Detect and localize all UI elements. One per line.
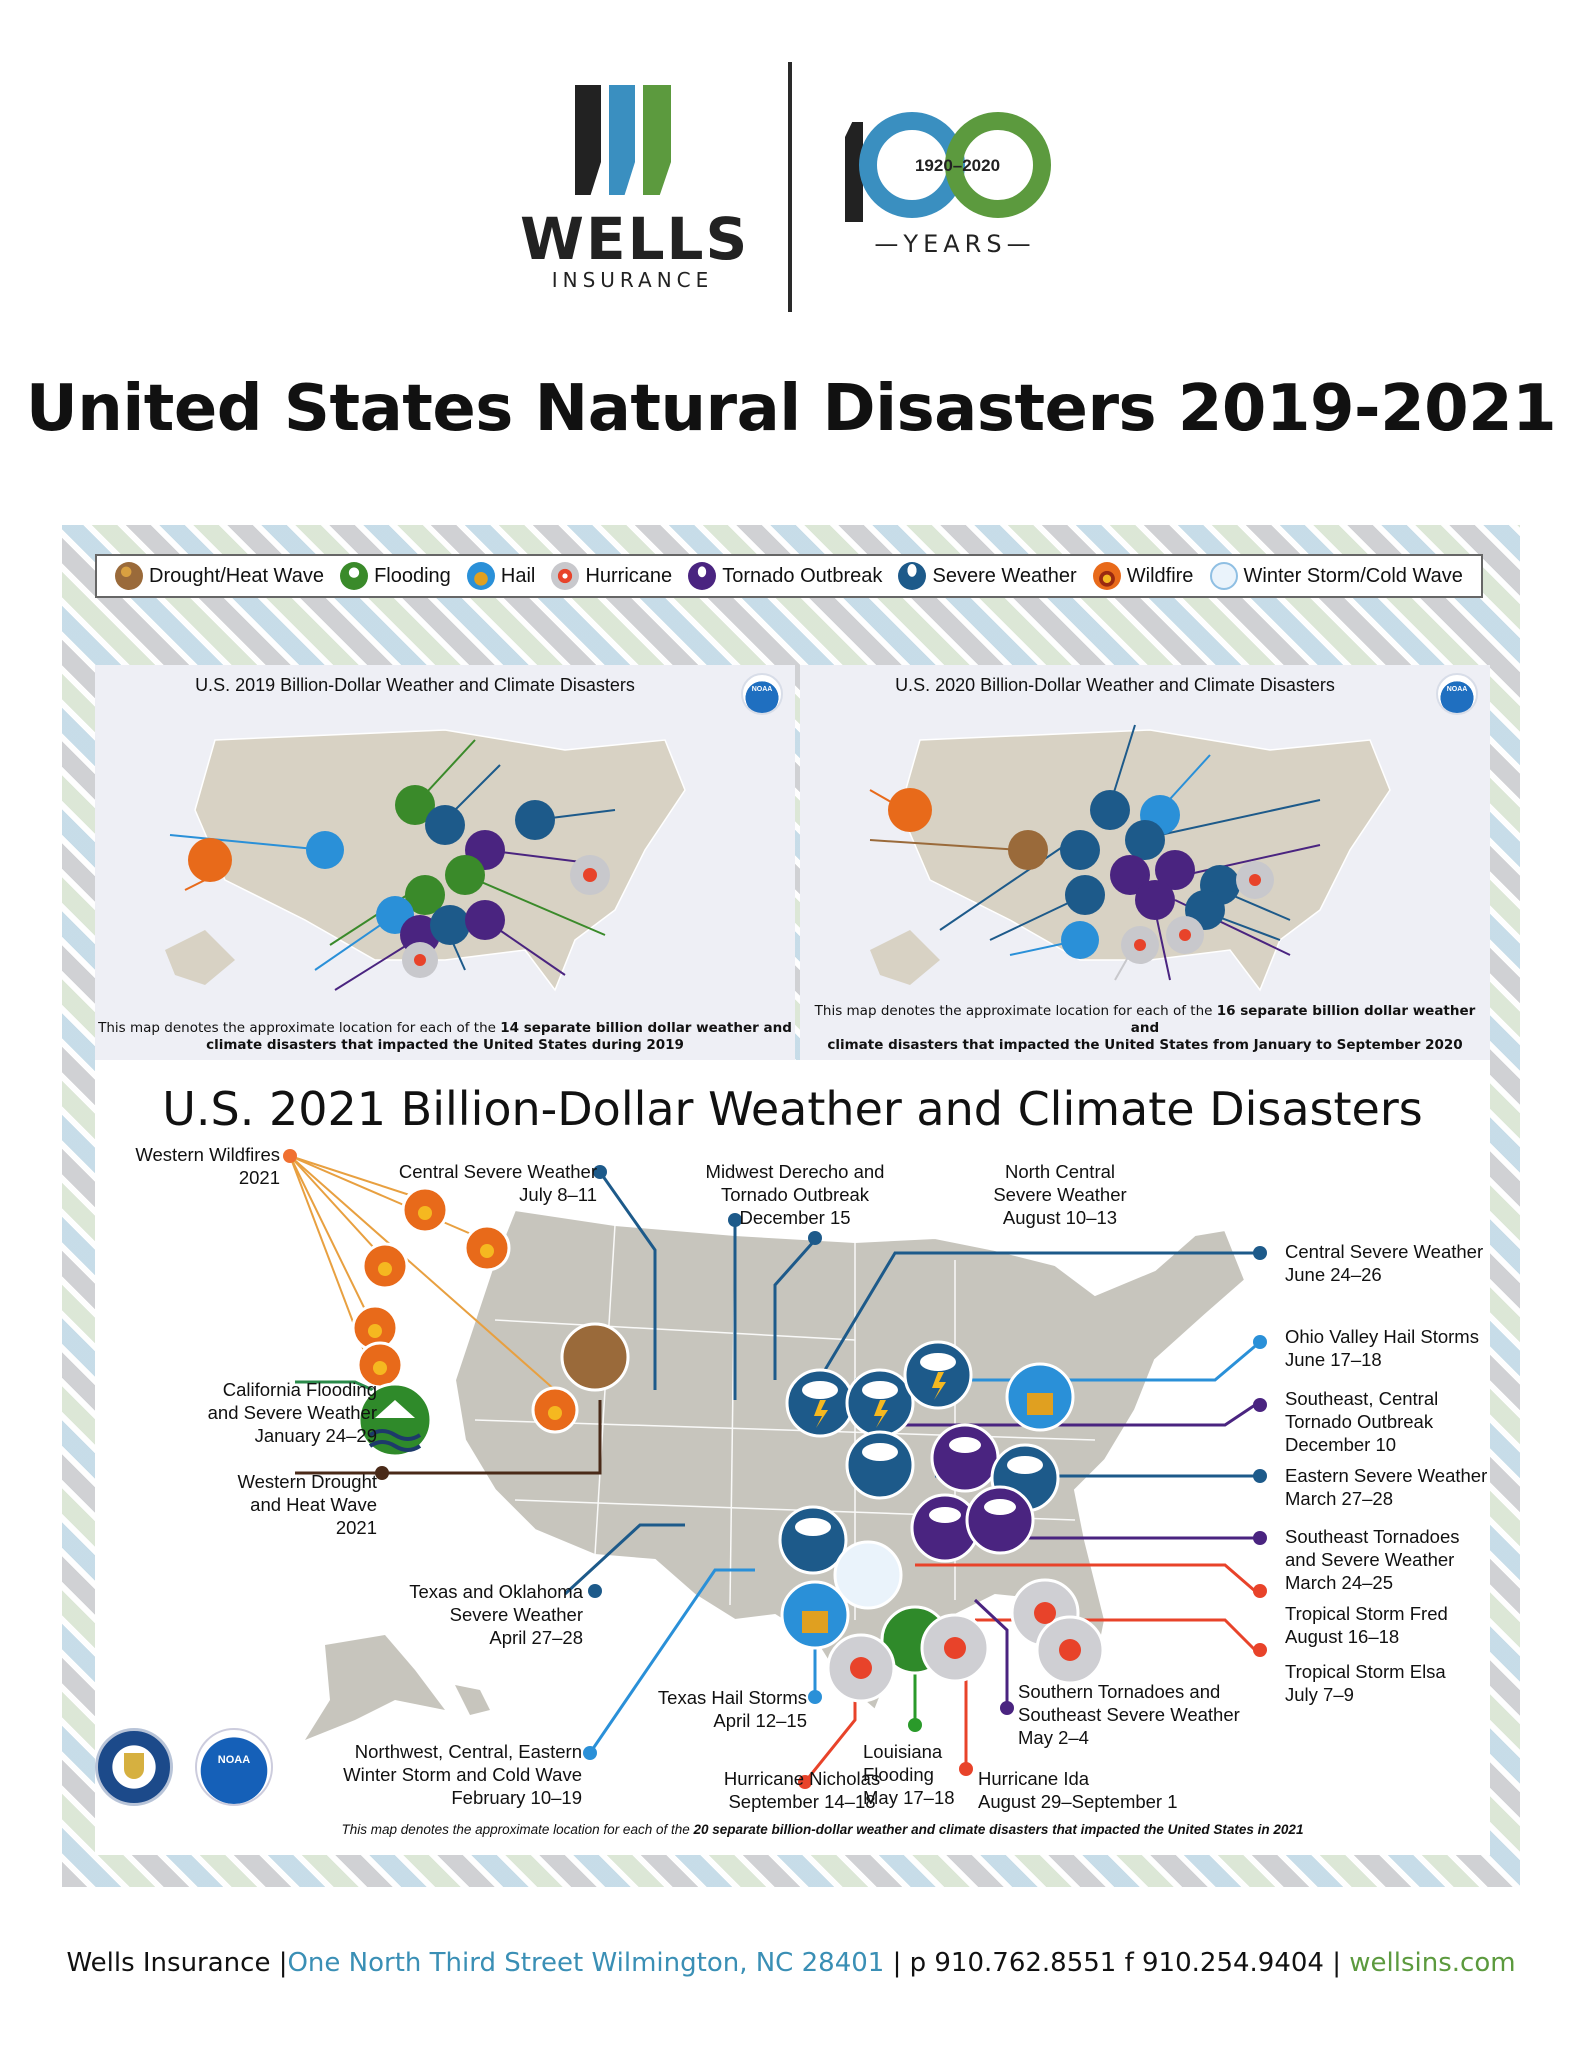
label-winter-storm: Northwest, Central, Eastern Winter Storm and Cold Wave February 10–19 [343,1741,582,1808]
noaa-logo-icon [1436,673,1478,715]
label-central-severe-july: Central Severe Weather July 8–11 [398,1161,597,1205]
legend-item-wildfire: Wildfire [1093,562,1194,590]
footer-address: One North Third Street Wilmington, NC 28401 [287,1948,885,1978]
label-southeast-tornadoes: Southeast Tornadoes and Severe Weather March 24–25 [1285,1526,1460,1593]
legend-item-tornado: Tornado Outbreak [688,562,882,590]
label-hurricane-ida: Hurricane Ida August 29–September 1 [978,1768,1178,1812]
legend-item-hurricane: Hurricane [551,562,672,590]
map-2019-panel [95,665,795,1060]
brand-name: WELLS [520,205,750,273]
wildfire-icon [1093,562,1121,590]
100-years-logo [845,112,1065,262]
hail-icon [467,562,495,590]
footer-company: Wells Insurance | [66,1948,288,1978]
label-central-severe-june: Central Severe Weather June 24–26 [1285,1241,1484,1285]
noaa-logo-icon [195,1728,273,1806]
us-map-2019 [145,710,695,1000]
map-2021-panel: U.S. 2021 Billion-Dollar Weather and Climate Disasters Western Wildfires 2021 Central Severe Weather July 8–11 Midwest Derecho and Tornado Outbreak December 15 North Central Severe Weather August 10–13 Central Severe Weather June 24–26 Ohio Valley Hail Storms June 17–18 Southeast, Central Tornado Outbreak December 10 Eastern Severe Weather March 27–28 Southeast Tornadoes and Severe Weather March 24–25 Tropical Storm Fred August 16–18 Tropical Storm Elsa July 7–9 California Flooding and Severe Weather January 24–29 Western Drought and Heat Wave 2021 Texas and Oklahoma Severe Weather April 27–28 Northwest, Central, Eastern Winter Storm and Cold Wave February 10–19 Texas Hail Storms April 12–15 Hurricane Nicholas September 14–18 Louisiana Flooding May 17–18 Hurricane Ida August 29–September 1 Southern Tornadoes and Southeast Severe Weather May 2–4 NOAA This map denotes the approximate location for each of the 20 separate billion-dollar weather and climate disasters that impacted the United States in 2021 [95,1060,1490,1855]
map-2020-title: U.S. 2020 Billion-Dollar Weather and Climate Disasters [895,675,1335,695]
page-title: United States Natural Disasters 2019-2021 [25,372,1557,446]
legend-item-flooding: Flooding [340,562,451,590]
map-2021-title: U.S. 2021 Billion-Dollar Weather and Climate Disasters [162,1082,1423,1136]
label-western-wildfires: Western Wildfires 2021 [135,1144,280,1188]
footer-phones: | p 910.762.8551 f 910.254.9404 | [884,1948,1350,1978]
label-texas-oklahoma: Texas and Oklahoma Severe Weather April 27–28 [409,1581,583,1648]
label-southeast-central-tornado: Southeast, Central Tornado Outbreak December 10 [1285,1388,1439,1455]
map-2020-caption: This map denotes the approximate location for each of the 16 separate billion dollar weather and climate disasters that impacted the United States from January to September 2020 [814,1003,1476,1053]
winter-storm-icon [1210,562,1238,590]
label-tropical-storm-fred: Tropical Storm Fred August 16–18 [1285,1603,1448,1647]
legend [95,554,1483,598]
anniversary-range: 1920–2020 [914,156,1001,175]
label-california-flooding: California Flooding and Severe Weather January 24–29 [207,1379,377,1446]
label-ohio-valley-hail: Ohio Valley Hail Storms June 17–18 [1285,1326,1479,1370]
map-2020-panel [800,665,1490,1060]
wells-bars-icon [575,85,685,195]
label-western-drought: Western Drought and Heat Wave 2021 [237,1471,377,1538]
flooding-icon [340,562,368,590]
footer-website-link[interactable]: wellsins.com [1349,1948,1516,1978]
label-texas-hail: Texas Hail Storms April 12–15 [657,1687,807,1731]
severe-weather-icon [898,562,926,590]
legend-item-severe-weather: Severe Weather [898,562,1076,590]
label-louisiana-flooding: Louisiana Flooding May 17–18 [863,1741,955,1808]
legend-item-drought: Drought/Heat Wave [115,562,324,590]
drought-icon [115,562,143,590]
legend-item-winter-storm: Winter Storm/Cold Wave [1210,562,1463,590]
logo-divider [788,62,792,312]
label-tropical-storm-elsa: Tropical Storm Elsa July 7–9 [1285,1661,1446,1705]
department-of-commerce-seal-icon [95,1728,173,1806]
wells-insurance-logo [520,85,750,292]
us-map-2020 [850,710,1400,1000]
map-2021-caption: This map denotes the approximate location for each of the 20 separate billion-dollar weather and climate disasters that impacted the United States in 2021 [341,1822,1304,1837]
label-hurricane-nicholas: Hurricane Nicholas September 14–18 [723,1768,881,1812]
tornado-icon [688,562,716,590]
noaa-logo-icon [741,673,783,715]
anniversary-label: —YEARS— [874,230,1036,258]
label-eastern-severe: Eastern Severe Weather March 27–28 [1285,1465,1488,1509]
map-2019-title: U.S. 2019 Billion-Dollar Weather and Climate Disasters [195,675,635,695]
legend-item-hail: Hail [467,562,535,590]
map-2019-caption: This map denotes the approximate location for each of the 14 separate billion dollar weather and climate disasters that impacted the United States during 2019 [98,1020,792,1053]
hurricane-icon [551,562,579,590]
label-southern-tornadoes: Southern Tornadoes and Southeast Severe Weather May 2–4 [1018,1681,1240,1748]
footer [0,1948,1582,1978]
brand-sub: INSURANCE [551,268,714,292]
